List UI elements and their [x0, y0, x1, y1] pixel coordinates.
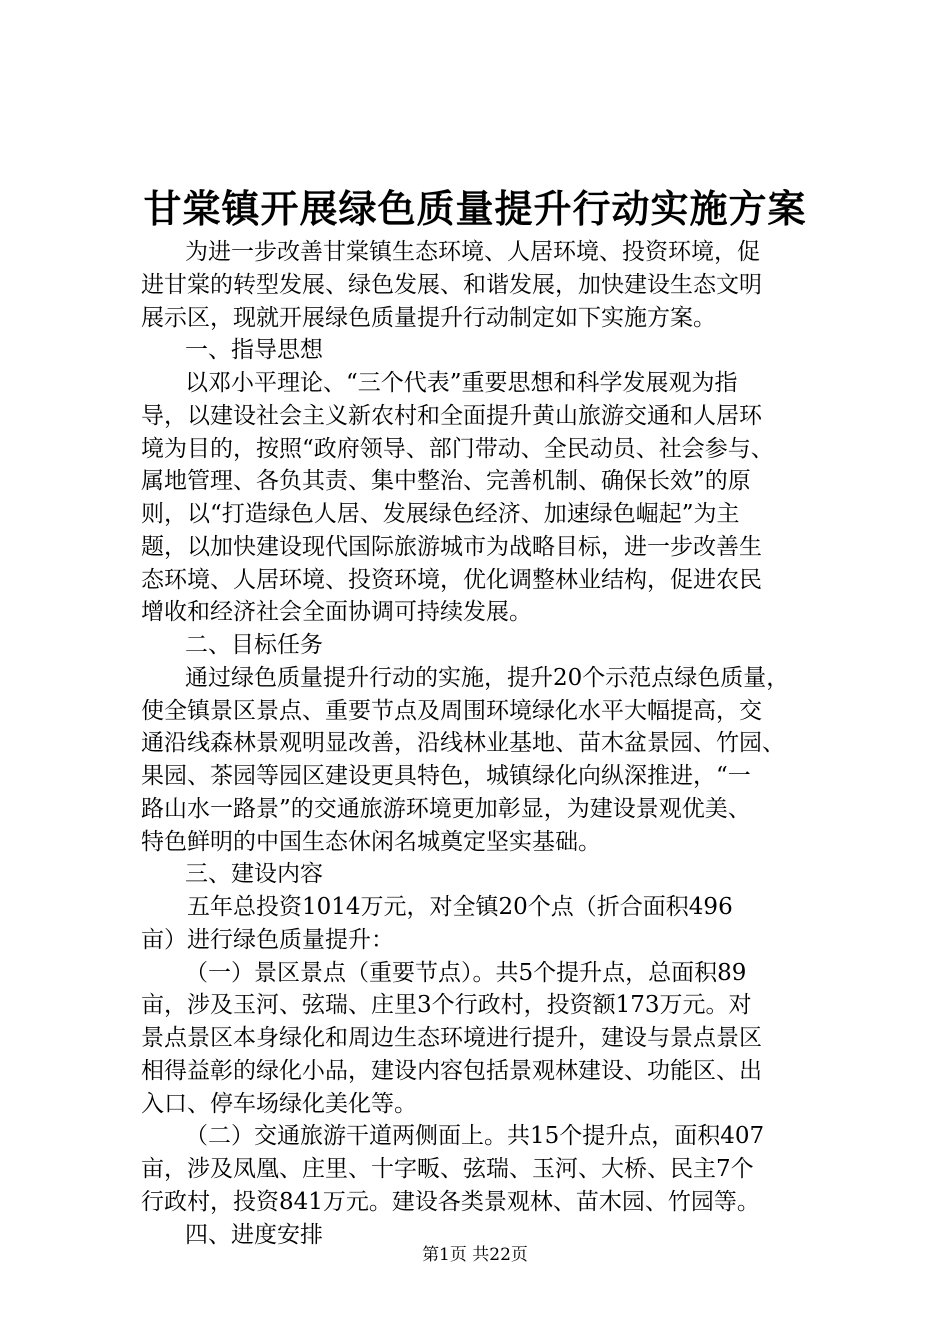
- paragraph-line: 境为目的，按照“政府领导、部门带动、全民动员、社会参与、: [141, 435, 774, 462]
- paragraph-line: 以邓小平理论、“三个代表”重要思想和科学发展观为指: [185, 370, 738, 396]
- document-title: 甘棠镇开展绿色质量提升行动实施方案: [143, 186, 807, 231]
- paragraph-line: 为进一步改善甘棠镇生态环境、人居环境、投资环境，促: [185, 239, 760, 265]
- paragraph-line: 相得益彰的绿化小品，建设内容包括景观林建设、功能区、出: [141, 1057, 762, 1084]
- paragraph-line: 果园、茶园等园区建设更具特色，城镇绿化向纵深推进，“一: [141, 763, 751, 789]
- paragraph-line: 使全镇景区景点、重要节点及周围环境绿化水平大幅提高，交: [141, 697, 762, 724]
- paragraph-line: 景点景区本身绿化和周边生态环境进行提升，建设与景点景区: [141, 1025, 762, 1051]
- section-heading: 二、目标任务: [185, 632, 323, 658]
- paragraph-line: 通沿线森林景观明显改善，沿线林业基地、苗木盆景园、竹园、: [141, 730, 785, 757]
- paragraph-line: （二）交通旅游干道两侧面上。共15个提升点，面积407: [185, 1123, 765, 1150]
- document-body: [141, 236, 831, 1251]
- paragraph-line: 则，以“打造绿色人居、发展绿色经济、加速绿色崛起”为主: [141, 501, 740, 527]
- paragraph-line: （一）景区景点（重要节点）。共5个提升点，总面积89: [185, 959, 747, 986]
- paragraph-line: 入口、停车场绿化美化等。: [141, 1090, 417, 1117]
- paragraph-line: 展示区，现就开展绿色质量提升行动制定如下实施方案。: [141, 304, 716, 331]
- paragraph-line: 题，以加快建设现代国际旅游城市为战略目标，进一步改善生: [141, 533, 762, 560]
- paragraph-line: 亩，涉及玉河、弦瑞、庄里3个行政村，投资额173万元。对: [141, 992, 752, 1019]
- page-number: 第1页 共22页: [422, 1245, 528, 1265]
- paragraph-line: 路山水一路景”的交通旅游环境更加彰显，为建设景观优美、: [141, 795, 751, 822]
- paragraph-line: 态环境、人居环境、投资环境，优化调整林业结构，促进农民: [141, 566, 762, 593]
- paragraph-line: 通过绿色质量提升行动的实施，提升20个示范点绿色质量，: [185, 664, 790, 691]
- paragraph-line: 亩）进行绿色质量提升：: [141, 926, 394, 953]
- paragraph-line: 行政村，投资841万元。建设各类景观林、苗木园、竹园等。: [141, 1188, 760, 1215]
- section-heading: 三、建设内容: [185, 861, 323, 888]
- paragraph-line: 增收和经济社会全面协调可持续发展。: [141, 599, 532, 626]
- paragraph-line: 属地管理、各负其责、集中整治、完善机制、确保长效”的原: [141, 468, 751, 495]
- paragraph-line: 进甘棠的转型发展、绿色发展、和谐发展，加快建设生态文明: [141, 271, 762, 298]
- section-heading: 四、进度安排: [185, 1221, 323, 1248]
- paragraph-line: 特色鲜明的中国生态休闲名城奠定坚实基础。: [141, 828, 601, 855]
- paragraph-line: 五年总投资1014万元，对全镇20个点（折合面积496: [187, 894, 733, 920]
- paragraph-line: 亩，涉及凤凰、庄里、十字畈、弦瑞、玉河、大桥、民主7个: [141, 1156, 754, 1182]
- section-heading: 一、指导思想: [185, 337, 323, 364]
- paragraph-line: 导，以建设社会主义新农村和全面提升黄山旅游交通和人居环: [141, 402, 762, 429]
